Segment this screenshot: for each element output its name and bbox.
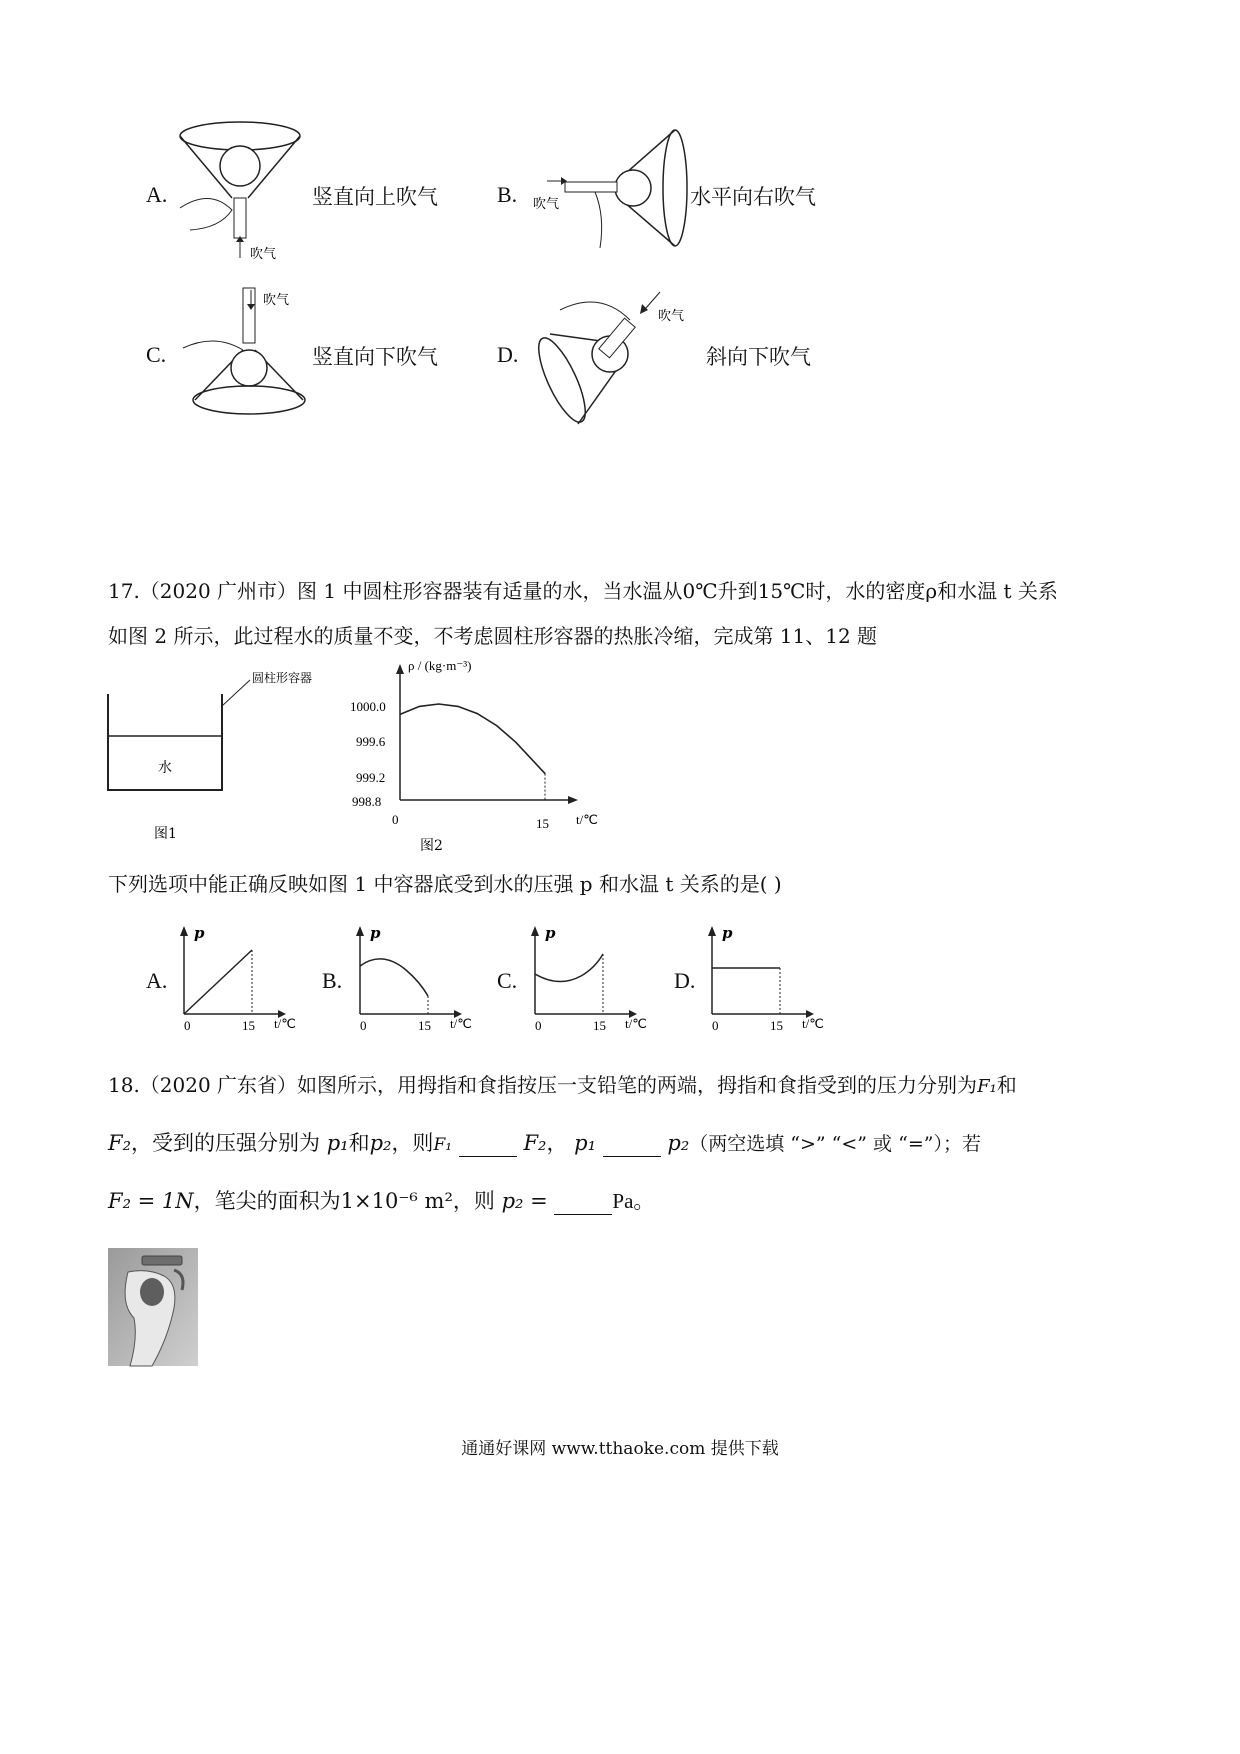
q18-then: ，则 <box>452 1189 495 1213</box>
x-tick: 0 <box>184 1018 191 1033</box>
option-text: 竖直向上吹气 <box>312 185 438 209</box>
finger-pencil-photo <box>108 1248 198 1366</box>
x-axis-label: t/℃ <box>450 1016 472 1031</box>
y-axis-label: ρ / (kg·m⁻³) <box>408 658 472 673</box>
p1-symbol: p₁ <box>326 1131 349 1155</box>
q17-question: 下列选项中能正确反映如图 1 中容器底受到水的压强 p 和水温 t 关系的是( ) <box>108 872 782 896</box>
water-label: 水 <box>158 760 172 776</box>
funnel-down-figure <box>175 288 315 428</box>
y-tick: 999.2 <box>356 770 386 785</box>
option-letter: A. <box>146 182 168 207</box>
x-tick: 15 <box>418 1018 431 1033</box>
q18-pressure-text: ，受到的压强分别为 <box>131 1131 320 1155</box>
density-point <box>515 742 516 743</box>
option-b-graph <box>348 924 488 1034</box>
pressure-line <box>184 950 252 1014</box>
x-axis-label: t/℃ <box>625 1016 647 1031</box>
page-footer: 通通好课网 www.tthaoke.com 提供下载 <box>461 1439 779 1459</box>
p2-symbol: p₂ <box>369 1131 392 1155</box>
option-letter: C. <box>146 342 167 367</box>
funnel-slanted-figure <box>530 290 710 430</box>
density-point <box>419 706 420 707</box>
y-axis-label: p <box>370 924 381 942</box>
option-text: 竖直向下吹气 <box>312 345 438 369</box>
option-letter: B. <box>322 968 343 993</box>
container-label: 圆柱形容器 <box>252 671 313 685</box>
y-axis-label: p <box>194 924 205 942</box>
blank-2 <box>603 1136 661 1157</box>
f2-symbol: F₂ <box>523 1131 547 1155</box>
q18-line2 <box>108 1130 981 1157</box>
option-c-graph <box>523 924 663 1034</box>
option-letter: C. <box>497 968 518 993</box>
y-tick: 998.8 <box>352 794 382 809</box>
density-point <box>399 714 400 715</box>
funnel-up-figure <box>170 118 310 268</box>
x-tick: 0 <box>712 1018 719 1033</box>
option-letter: D. <box>674 968 696 993</box>
q18-area-text: ，笔尖的面积为 <box>193 1189 341 1213</box>
q18-then: ，则 <box>391 1131 434 1155</box>
blow-label: 吹气 <box>658 309 685 324</box>
density-point <box>457 706 458 707</box>
x-axis-label: t/℃ <box>802 1016 824 1031</box>
density-point <box>477 713 478 714</box>
density-point <box>438 703 439 704</box>
option-text: 斜向下吹气 <box>706 345 811 369</box>
q18-line1 <box>108 1072 1017 1098</box>
x-tick: 15 <box>770 1018 783 1033</box>
q18-comma: ， <box>546 1131 568 1155</box>
option-d-graph <box>700 924 840 1034</box>
x-tick: 15 <box>536 816 549 831</box>
x-tick: 0 <box>360 1018 367 1033</box>
funnel-right-figure <box>525 126 690 256</box>
blow-label: 吹气 <box>533 197 560 212</box>
density-point <box>496 725 497 726</box>
f2-equation: F₂ = 1N <box>108 1189 194 1213</box>
x-axis-label: t/℃ <box>576 812 598 827</box>
p2-equation: p₂ = <box>501 1189 548 1213</box>
q18-and: 和 <box>348 1131 370 1155</box>
y-tick: 1000.0 <box>350 699 386 714</box>
density-curve <box>400 704 545 774</box>
option-letter: D. <box>497 342 519 367</box>
y-tick: 999.6 <box>356 734 386 749</box>
option-letter: B. <box>497 182 518 207</box>
q18-line3 <box>108 1188 654 1215</box>
p1-symbol: p₁ <box>574 1131 596 1155</box>
x-axis-label: t/℃ <box>274 1016 296 1031</box>
option-letter: A. <box>146 968 168 993</box>
option-text: 水平向右吹气 <box>690 185 816 209</box>
x-tick: 0 <box>392 812 399 827</box>
figure1-caption: 图1 <box>154 826 177 842</box>
p2-symbol: p₂ <box>667 1131 690 1155</box>
pressure-curve <box>360 959 428 996</box>
f1-symbol: F₁ <box>977 1076 997 1097</box>
q18-and: 和 <box>996 1073 1017 1097</box>
q17-figure1-container <box>100 662 330 852</box>
blow-label: 吹气 <box>250 247 277 262</box>
x-tick: 0 <box>535 1018 542 1033</box>
blank-3 <box>554 1194 612 1215</box>
y-axis-label: p <box>545 924 556 942</box>
blow-label: 吹气 <box>263 293 290 308</box>
q17-text-line1: 17.（2020 广州市）图 1 中圆柱形容器装有适量的水，当水温从0℃升到15℃时，水的密度ρ和水温 t 关系 <box>108 579 1058 603</box>
pressure-curve <box>535 954 603 982</box>
pressure-unit: Pa。 <box>612 1189 655 1213</box>
area-value: 1×10⁻⁶ m² <box>340 1189 453 1213</box>
blank-1 <box>459 1136 517 1157</box>
x-tick: 15 <box>242 1018 255 1033</box>
q17-figure2-density-chart <box>340 658 620 858</box>
figure2-caption: 图2 <box>420 838 443 854</box>
f1-symbol: F₁ <box>433 1135 453 1155</box>
x-tick: 15 <box>593 1018 606 1033</box>
y-axis-label: p <box>722 924 733 942</box>
q18-text: 18.（2020 广东省）如图所示，用拇指和食指按压一支铅笔的两端，拇指和食指受到的压力分别为 <box>108 1073 978 1097</box>
q17-text-line2: 如图 2 所示，此过程水的质量不变，不考虑圆柱形容器的热胀冷缩，完成第 11、12 题 <box>108 624 878 648</box>
q18-choice-note: （两空选填 “>” “<” 或 “=”）；若 <box>689 1133 981 1155</box>
option-a-graph <box>172 924 312 1034</box>
f2-symbol: F₂ <box>108 1131 131 1155</box>
